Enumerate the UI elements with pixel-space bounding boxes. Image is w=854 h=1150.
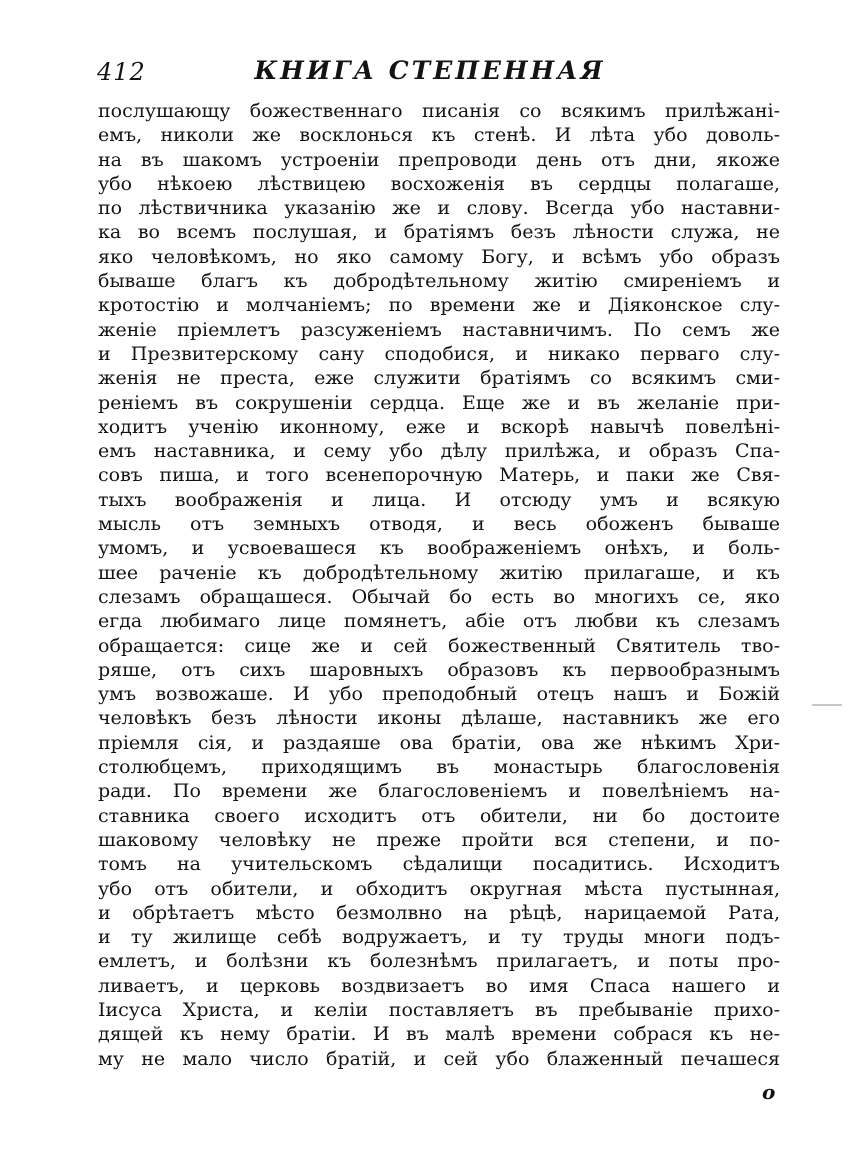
text-line: и ту жилище себѣ водружаетъ, и ту труды многи подъ-	[98, 926, 780, 949]
text-line: убо нѣкоею лѣствицею восхоженія въ сердцы полагаше,	[98, 172, 780, 195]
text-line: и обрѣтаетъ мѣсто безмолвно на рѣцѣ, нарицаемой Рата,	[98, 901, 780, 924]
text-line: Іисуса Христа, и келіи поставляетъ въ пребываніе прихо-	[98, 998, 780, 1021]
text-line: шее раченіе къ добродѣтельному житію прилагаше, и къ	[98, 561, 780, 584]
text-line: женія не преста, еже служити братіямъ со всякимъ сми-	[98, 367, 780, 390]
text-line: томъ на учительскомъ сѣдалищи посадитись. Исходитъ	[98, 853, 780, 876]
catchword: о	[762, 1080, 776, 1104]
text-line: совъ пиша, и того всенепорочную Матерь, и паки же Свя-	[98, 464, 780, 487]
text-line: по лѣствичника указанію же и слову. Всегда убо наставни-	[98, 197, 780, 220]
scan-edge-mark	[812, 704, 842, 706]
text-line: яко человѣкомъ, но яко самому Богу, и всѣмъ убо образъ	[98, 245, 780, 268]
text-line: и Презвитерскому сану сподобися, и никако перваго слу-	[98, 342, 780, 365]
text-line: шаковому человѣку не преже пройти вся степени, и по-	[98, 828, 780, 851]
text-line: му не мало число братій, и сей убо блаженный печашеся	[98, 1047, 780, 1070]
body-text	[98, 99, 780, 1071]
text-line: ка во всемъ послушая, и братіямъ безъ лѣности служа, не	[98, 221, 780, 244]
text-line: бываше благъ къ добродѣтельному житію смиреніемъ и	[98, 270, 780, 293]
text-line: умъ возвожаше. И убо преподобный отецъ нашъ и Божій	[98, 683, 780, 706]
text-line: ходитъ ученію иконному, еже и вскорѣ навычѣ повелѣні-	[98, 415, 780, 438]
text-line: человѣкъ безъ лѣности иконы дѣлаше, наставникъ же его	[98, 707, 780, 730]
text-line: умомъ, и усвоевашеся къ воображеніемъ онѣхъ, и боль-	[98, 537, 780, 560]
text-line: реніемъ въ сокрушеніи сердца. Еще же и въ желаніе при-	[98, 391, 780, 414]
page-number: 412	[97, 58, 146, 86]
text-line: ряше, отъ сихъ шаровныхъ образовъ къ первообразнымъ	[98, 658, 780, 681]
text-line: на въ шакомъ устроеніи препроводи день отъ дни, якоже	[98, 148, 780, 171]
text-line: егда любимаго лице помянетъ, абіе отъ любви къ слезамъ	[98, 610, 780, 633]
text-line: ставника своего исходитъ отъ обители, ни бо достоите	[98, 804, 780, 827]
text-line: дящей къ нему братіи. И въ малѣ времени собрася къ не-	[98, 1023, 780, 1046]
text-line: обращается: сице же и сей божественный Святитель тво-	[98, 634, 780, 657]
text-line: емлетъ, и болѣзни къ болезнѣмъ прилагаетъ, и поты про-	[98, 950, 780, 973]
text-line: мысль отъ земныхъ отводя, и весь обоженъ бываше	[98, 513, 780, 536]
text-line: ради. По времени же благословеніемъ и повелѣніемъ на-	[98, 780, 780, 803]
text-line: пріемля сія, и раздаяше ова братіи, ова же нѣкимъ Хри-	[98, 731, 780, 754]
running-title: КНИГА СТЕПЕННАЯ	[254, 56, 606, 85]
text-line: убо отъ обители, и обходитъ округная мѣста пустынная,	[98, 877, 780, 900]
text-line: тыхъ воображенія и лица. И отсюду умъ и всякую	[98, 488, 780, 511]
text-line: кротостію и молчаніемъ; по времени же и Діяконское слу-	[98, 294, 780, 317]
text-line: емъ, николи же восклонься къ стенѣ. И лѣта убо доволь-	[98, 124, 780, 147]
text-line: столюбцемъ, приходящимъ въ монастырь благословенія	[98, 756, 780, 779]
text-line: послушающу божественнаго писанія со всякимъ прилѣжані-	[98, 100, 780, 122]
text-line: женіе пріемлетъ разсуженіемъ наставничимъ. По семъ же	[98, 318, 780, 341]
text-line: емъ наставника, и сему убо дѣлу прилѣжа, и образъ Спа-	[98, 440, 780, 463]
text-line: слезамъ обращашеся. Обычай бо есть во многихъ се, яко	[98, 585, 780, 608]
text-line: ливаетъ, и церковь воздвизаетъ во имя Спаса нашего и	[98, 974, 780, 997]
